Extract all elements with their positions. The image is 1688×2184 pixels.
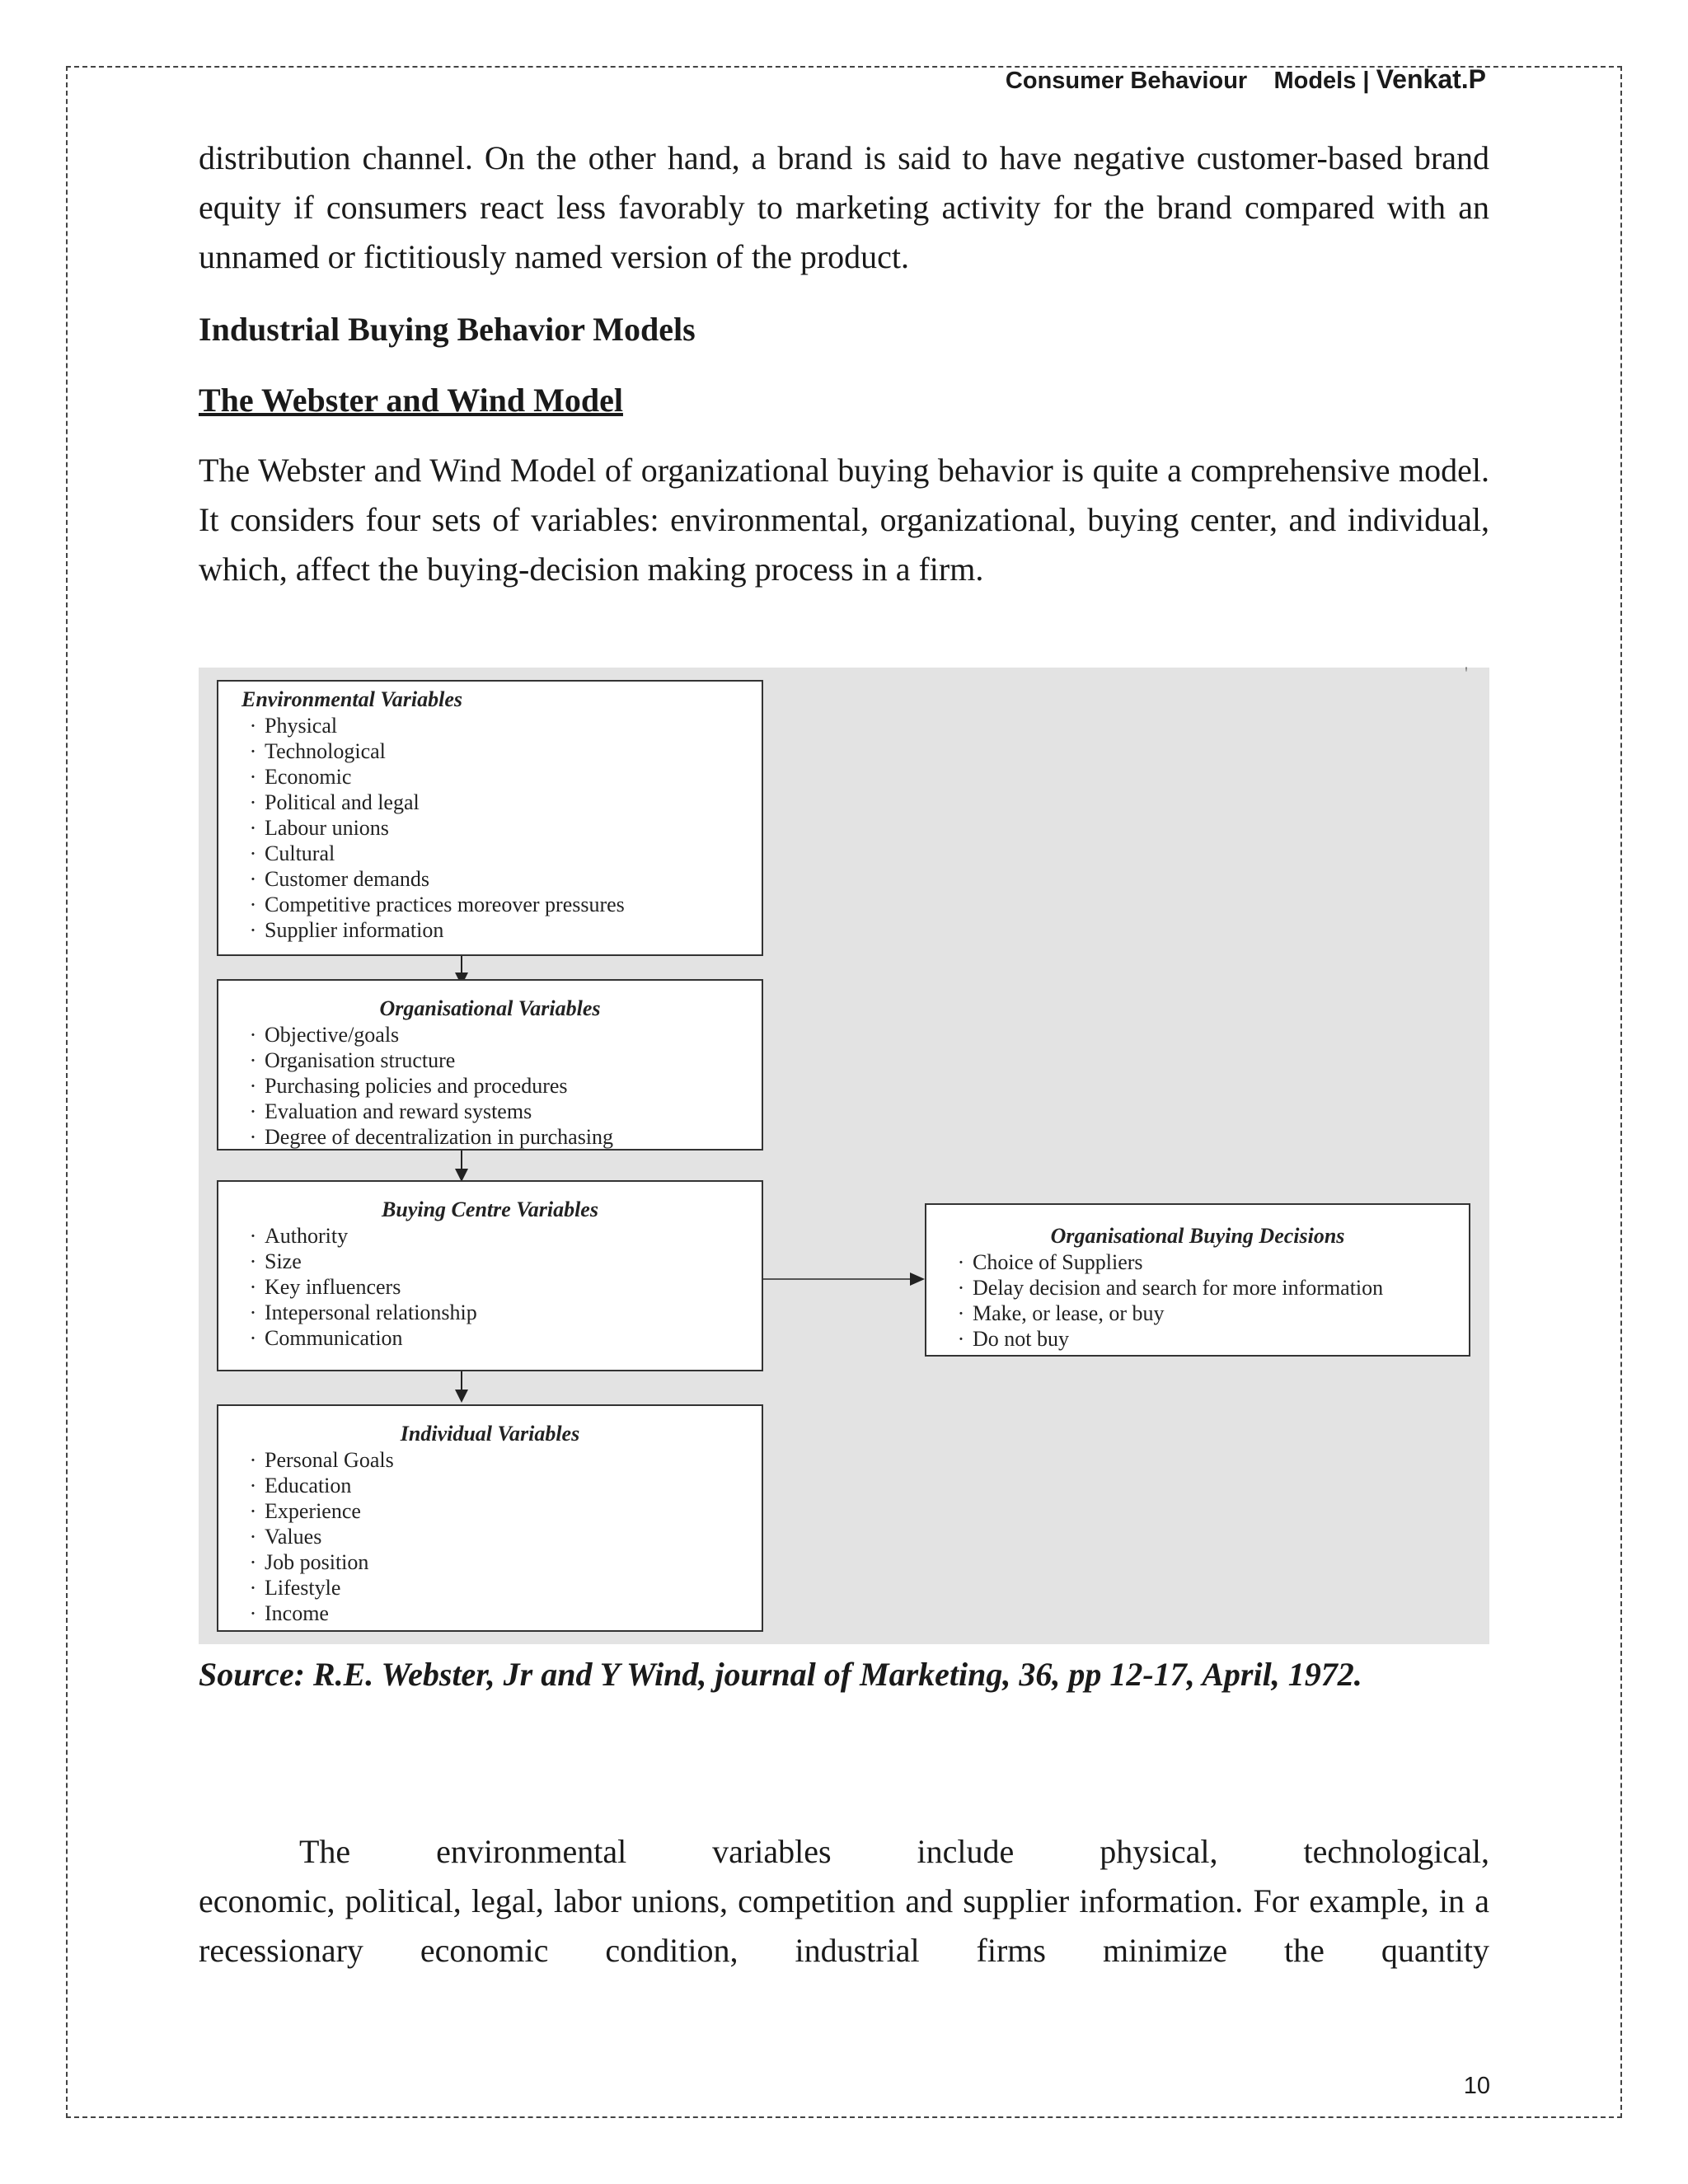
list-item (241, 1099, 762, 1124)
list-item-text: Experience (265, 1499, 361, 1523)
figure-source-caption: Source: R.E. Webster, Jr and Y Wind, journal of Marketing, 36, pp 12-17, April, 1972. (199, 1656, 1362, 1693)
arrow-buying-to-decisions (763, 1278, 923, 1280)
list-item-text: Physical (265, 714, 338, 738)
bullet-icon: · (249, 1448, 257, 1472)
bullet-icon: · (249, 765, 257, 789)
bullet-icon: · (249, 790, 257, 814)
list-item-text: Values (265, 1525, 322, 1549)
list-item (241, 738, 762, 764)
page-number: 10 (1463, 2073, 1490, 2099)
list-item-text: Labour unions (265, 816, 389, 840)
bullet-icon: · (249, 1601, 257, 1625)
list-item (241, 841, 762, 866)
buying-centre-variables-box (217, 1180, 763, 1371)
individual-title: Individual Variables (400, 1422, 580, 1446)
list-item-text: Customer demands (265, 867, 430, 891)
list-item (241, 1473, 762, 1498)
intro-block (199, 134, 1489, 282)
list-item (241, 790, 762, 815)
bullet-icon: · (249, 841, 257, 865)
bullet-icon: · (249, 1023, 257, 1047)
section-heading-block (199, 305, 1489, 354)
list-item (241, 866, 762, 892)
subsection-heading-block (199, 376, 1489, 425)
model-paragraph: The Webster and Wind Model of organizational buying behavior is quite a comprehensive model. It considers four sets of variables: environmental, organizational, buying center, and individual, which, affect the buying-decision making process in a firm. (199, 452, 1489, 588)
list-item-text: Purchasing policies and procedures (265, 1074, 568, 1098)
list-item (241, 917, 762, 943)
bullet-icon: · (249, 1275, 257, 1299)
bullet-icon: · (249, 816, 257, 840)
webster-wind-diagram (199, 663, 1489, 1644)
individual-list (241, 1447, 762, 1626)
bullet-icon: · (249, 1474, 257, 1497)
bullet-icon: · (249, 1326, 257, 1350)
bullet-icon: · (249, 893, 257, 916)
environmental-variables-box (217, 680, 763, 956)
list-item-text: Cultural (265, 841, 335, 865)
bullet-icon: · (249, 1074, 257, 1098)
bullet-icon: · (249, 1525, 257, 1549)
bullet-icon: · (249, 1224, 257, 1248)
environmental-title: Environmental Variables (241, 687, 462, 711)
list-item-text: Evaluation and reward systems (265, 1099, 532, 1123)
buying-decisions-box (925, 1203, 1470, 1357)
list-item-text: Organisation structure (265, 1048, 456, 1072)
list-item-text: Intepersonal relationship (265, 1301, 477, 1324)
model-paragraph-block (199, 446, 1489, 594)
list-item (241, 713, 762, 738)
individual-variables-box (217, 1404, 763, 1632)
bullet-icon: · (249, 1550, 257, 1574)
list-item-text: Job position (265, 1550, 369, 1574)
list-item-text: Make, or lease, or buy (973, 1301, 1165, 1325)
list-item (241, 1549, 762, 1575)
bullet-icon: · (249, 1499, 257, 1523)
list-item (950, 1301, 1469, 1326)
list-item-text: Income (265, 1601, 329, 1625)
environment-paragraph-block (199, 1827, 1489, 1975)
bullet-icon: · (249, 918, 257, 942)
buying-centre-title: Buying Centre Variables (382, 1197, 598, 1221)
list-item (241, 892, 762, 917)
intro-paragraph: distribution channel. On the other hand, a brand is said to have negative customer-based brand equity if consumers react less favorably to marketing activity for the brand compared with an unnamed or fictitiously named version of the product. (199, 139, 1489, 275)
bullet-icon: · (249, 1576, 257, 1600)
bullet-icon: · (957, 1327, 965, 1351)
buying-decisions-title: Organisational Buying Decisions (1050, 1224, 1345, 1248)
list-item (241, 1223, 762, 1249)
list-item (241, 1524, 762, 1549)
subsection-heading: The Webster and Wind Model (199, 382, 623, 419)
list-item (241, 1124, 762, 1150)
list-item (241, 1325, 762, 1351)
list-item-text: Communication (265, 1326, 403, 1350)
bullet-icon: · (249, 1048, 257, 1072)
list-item-text: Education (265, 1474, 352, 1497)
bullet-icon: · (249, 1125, 257, 1149)
list-item (241, 1274, 762, 1300)
list-item-text: Delay decision and search for more information (973, 1276, 1384, 1300)
list-item-text: Objective/goals (265, 1023, 400, 1047)
list-item-text: Key influencers (265, 1275, 401, 1299)
list-item (241, 1575, 762, 1601)
organisational-list (241, 1022, 762, 1150)
header-title: Consumer Behaviour (1005, 68, 1248, 94)
list-item-text: Do not buy (973, 1327, 1069, 1351)
list-item (241, 1447, 762, 1473)
arrow-org-to-buying (461, 1151, 462, 1180)
list-item (241, 815, 762, 841)
list-item-text: Technological (265, 739, 386, 763)
list-item (241, 1249, 762, 1274)
list-item-text: Authority (265, 1224, 349, 1248)
bullet-icon: · (249, 1099, 257, 1123)
organisational-variables-box (217, 979, 763, 1151)
bullet-icon: · (249, 739, 257, 763)
list-item (950, 1326, 1469, 1352)
buying-centre-list (241, 1223, 762, 1351)
list-item (241, 1498, 762, 1524)
list-item (241, 764, 762, 790)
bullet-icon: · (249, 1301, 257, 1324)
figure-dot: ' (1465, 663, 1468, 683)
bullet-icon: · (249, 714, 257, 738)
list-item (241, 1300, 762, 1325)
list-item (950, 1249, 1469, 1275)
list-item-text: Lifestyle (265, 1576, 341, 1600)
list-item-text: Degree of decentralization in purchasing (265, 1125, 614, 1149)
list-item-text: Political and legal (265, 790, 420, 814)
organisational-title: Organisational Variables (379, 996, 601, 1020)
bullet-icon: · (249, 1249, 257, 1273)
environmental-list (241, 713, 762, 943)
list-item-text: Competitive practices moreover pressures (265, 893, 625, 916)
buying-decisions-list (950, 1249, 1469, 1352)
bullet-icon: · (957, 1276, 965, 1300)
bullet-icon: · (957, 1250, 965, 1274)
bullet-icon: · (249, 867, 257, 891)
bullet-icon: · (957, 1301, 965, 1325)
header-subtitle: Models | (1273, 68, 1370, 94)
list-item-text: Size (265, 1249, 302, 1273)
list-item-text: Supplier information (265, 918, 444, 942)
arrow-buying-to-individual (461, 1371, 462, 1401)
list-item (241, 1022, 762, 1047)
list-item (241, 1073, 762, 1099)
env-paragraph-first-line: The environmental variables include physical, technological, (299, 1833, 1489, 1870)
header-author: Venkat.P (1376, 64, 1486, 94)
list-item-text: Personal Goals (265, 1448, 394, 1472)
env-paragraph-rest: economic, political, legal, labor unions, competition and supplier information. For example, in a recessionary economic condition, industrial firms minimize the quantity (199, 1882, 1489, 1969)
list-item (241, 1047, 762, 1073)
list-item-text: Economic (265, 765, 352, 789)
list-item (241, 1601, 762, 1626)
list-item-text: Choice of Suppliers (973, 1250, 1143, 1274)
page-header (1006, 64, 1486, 95)
list-item (950, 1275, 1469, 1301)
section-heading: Industrial Buying Behavior Models (199, 311, 696, 348)
